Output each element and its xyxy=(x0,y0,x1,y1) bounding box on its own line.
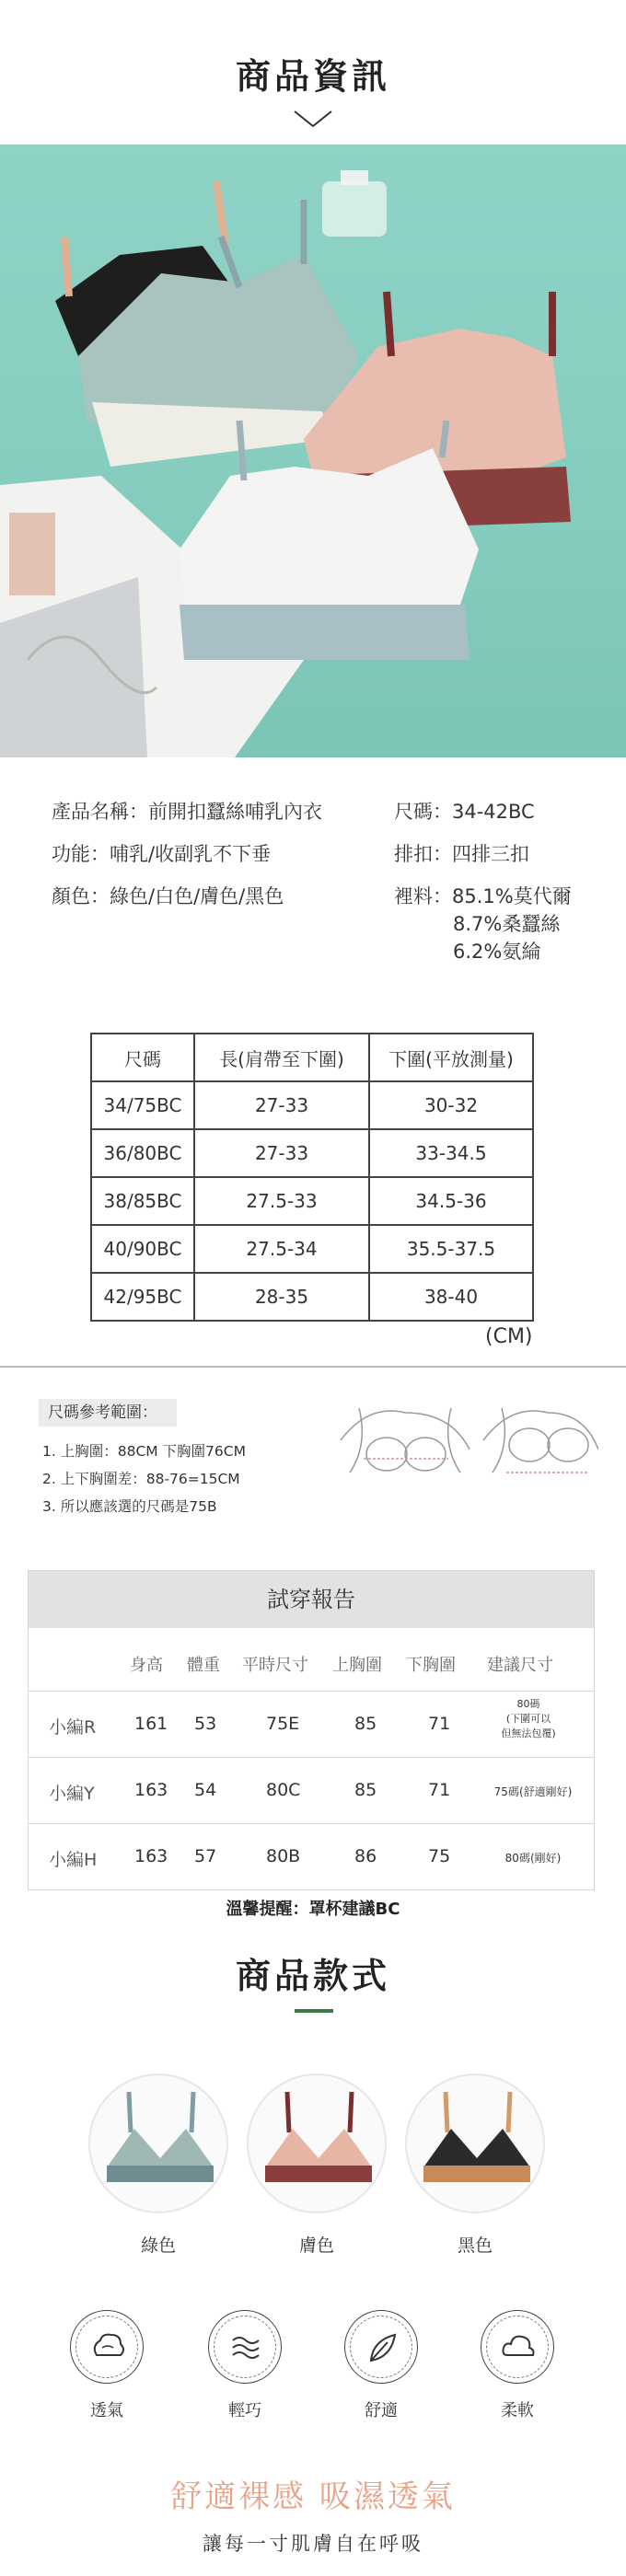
feature-label: 舒適 xyxy=(365,2401,398,2420)
table-header: 尺碼 xyxy=(91,1034,194,1081)
table-cell: 30-32 xyxy=(369,1081,533,1129)
table-cell: 42/95BC xyxy=(91,1273,194,1321)
info-size: 尺碼：34-42BC xyxy=(394,801,535,823)
report-cell: 161 xyxy=(134,1714,168,1734)
reference-title: 尺碼參考範圍： xyxy=(39,1399,177,1427)
feature-label: 輕巧 xyxy=(228,2401,261,2420)
swatch-green[interactable] xyxy=(88,2074,228,2213)
swatch-label: 膚色 xyxy=(298,2235,334,2256)
report-cell: 85 xyxy=(354,1780,377,1800)
report-cell: 54 xyxy=(194,1780,217,1800)
reference-line: 3. 所以應該選的尺碼是75B xyxy=(42,1498,217,1515)
reference-line: 2. 上下胸圍差：88-76=15CM xyxy=(42,1471,240,1487)
swatch-label: 綠色 xyxy=(140,2235,176,2256)
slogan-main: 舒適裸感 吸濕透氣 xyxy=(170,2478,456,2515)
table-row xyxy=(91,1273,533,1321)
info-clasp: 排扣：四排三扣 xyxy=(394,843,529,865)
size-table xyxy=(90,1033,534,1322)
table-header: 下圍(平放測量) xyxy=(369,1034,533,1081)
section-title-product-info: 商品資訊 xyxy=(235,56,390,97)
table-cell: 40/90BC xyxy=(91,1225,194,1273)
report-header: 身高 xyxy=(130,1656,163,1675)
swatch-nude[interactable] xyxy=(247,2074,387,2213)
table-cell: 27.5-34 xyxy=(194,1225,369,1273)
info-lining-2: 8.7%桑蠶絲 xyxy=(453,913,561,935)
info-name: 產品名稱：前開扣蠶絲哺乳內衣 xyxy=(52,801,322,823)
table-cell: 34/75BC xyxy=(91,1081,194,1129)
divider xyxy=(0,1366,626,1368)
report-cell: 75E xyxy=(266,1714,300,1734)
comfort-icon xyxy=(344,2310,418,2384)
product-photo xyxy=(0,144,626,757)
table-cell: 27-33 xyxy=(194,1129,369,1177)
lightweight-icon xyxy=(208,2310,282,2384)
table-row xyxy=(91,1081,533,1129)
table-row xyxy=(29,1757,594,1823)
table-cell: 27-33 xyxy=(194,1081,369,1129)
table-cell: 36/80BC xyxy=(91,1129,194,1177)
chevron-down-icon xyxy=(293,109,333,129)
table-cell: 38-40 xyxy=(369,1273,533,1321)
title-underline xyxy=(295,2009,333,2013)
swatch-label: 黑色 xyxy=(457,2235,493,2256)
table-header-row xyxy=(91,1034,533,1081)
report-header: 下胸圍 xyxy=(406,1656,456,1675)
report-header: 平時尺寸 xyxy=(242,1656,308,1675)
table-cell: 27.5-33 xyxy=(194,1177,369,1225)
table-cell: 34.5-36 xyxy=(369,1177,533,1225)
report-cell: 80B xyxy=(266,1846,301,1866)
info-colors: 顏色：綠色/白色/膚色/黑色 xyxy=(52,885,284,907)
swatch-black[interactable] xyxy=(405,2074,545,2213)
report-cell: 53 xyxy=(194,1714,217,1734)
report-name: 小編R xyxy=(49,1717,97,1738)
report-header: 體重 xyxy=(187,1656,220,1675)
table-cell: 33-34.5 xyxy=(369,1129,533,1177)
report-name: 小編Y xyxy=(49,1784,95,1804)
report-advice: 75碼(舒適剛好) xyxy=(493,1785,573,1798)
report-advice: 80碼 (下圍可以 但無法包覆) xyxy=(501,1698,556,1739)
report-header: 建議尺寸 xyxy=(487,1656,553,1675)
tip-text: 溫馨提醒：罩杯建議BC xyxy=(226,1900,400,1919)
report-name: 小編H xyxy=(49,1850,98,1870)
softness-icon xyxy=(481,2310,554,2384)
table-cell: 38/85BC xyxy=(91,1177,194,1225)
measurement-illustration xyxy=(322,1385,598,1505)
report-cell: 57 xyxy=(194,1846,217,1866)
report-cell: 86 xyxy=(354,1846,377,1866)
table-row xyxy=(91,1177,533,1225)
trial-report xyxy=(28,1570,595,1890)
info-function: 功能：哺乳/收副乳不下垂 xyxy=(52,843,272,865)
feature-label: 柔軟 xyxy=(501,2401,534,2420)
table-cell: 35.5-37.5 xyxy=(369,1225,533,1273)
table-cell: 28-35 xyxy=(194,1273,369,1321)
table-row xyxy=(29,1691,594,1757)
report-cell: 71 xyxy=(428,1714,451,1734)
report-advice: 80碼(剛好) xyxy=(504,1852,562,1865)
table-row xyxy=(91,1225,533,1273)
report-cell: 80C xyxy=(266,1780,301,1800)
report-title: 試穿報告 xyxy=(29,1571,594,1628)
info-lining-3: 6.2%氨綸 xyxy=(453,941,541,963)
slogan-sub: 讓每一寸肌膚自在呼吸 xyxy=(203,2533,423,2555)
report-cell: 163 xyxy=(134,1780,168,1800)
report-cell: 163 xyxy=(134,1846,168,1866)
report-cell: 71 xyxy=(428,1780,451,1800)
feature-label: 透氣 xyxy=(90,2401,123,2420)
table-row xyxy=(29,1823,594,1889)
table-header: 長(肩帶至下圍) xyxy=(194,1034,369,1081)
report-cell: 75 xyxy=(428,1846,451,1866)
info-lining: 裡料：85.1%莫代爾 xyxy=(394,885,572,907)
report-cell: 85 xyxy=(354,1714,377,1734)
reference-line: 1. 上胸圍：88CM 下胸圍76CM xyxy=(42,1443,246,1460)
breathable-icon xyxy=(70,2310,144,2384)
table-row xyxy=(91,1129,533,1177)
unit-label: (CM) xyxy=(485,1325,533,1348)
section-title-styles: 商品款式 xyxy=(235,1956,390,1996)
report-header: 上胸圍 xyxy=(332,1656,382,1675)
